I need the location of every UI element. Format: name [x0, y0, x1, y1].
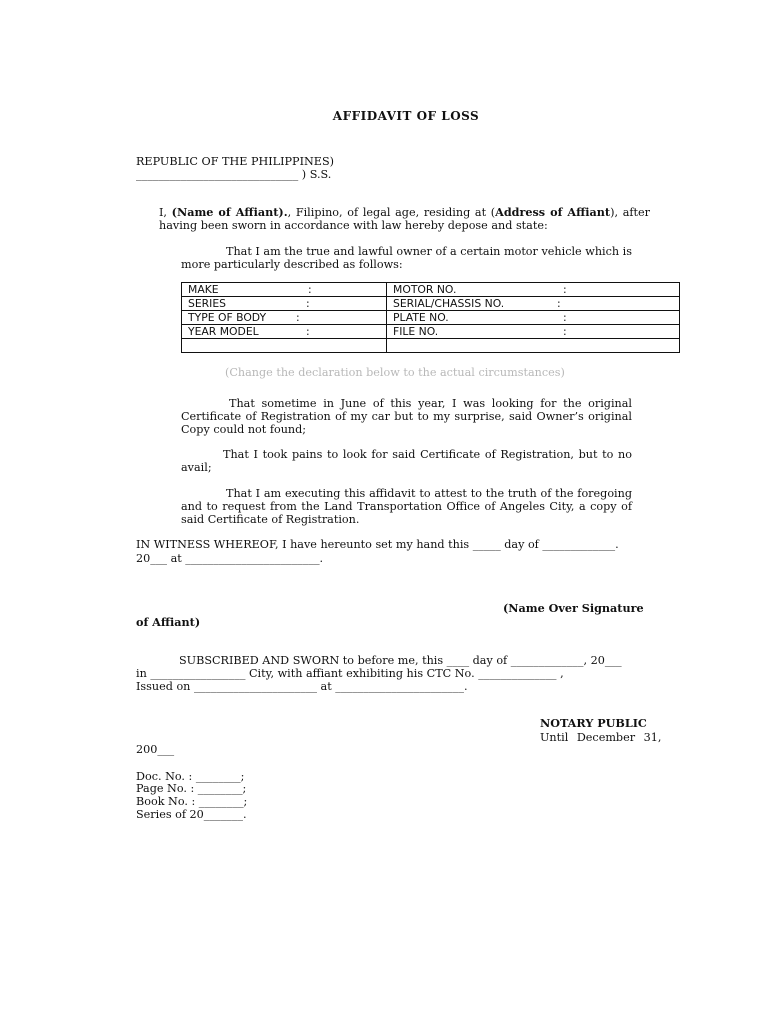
motor-no-label: MOTOR NO.: [393, 282, 457, 296]
table-row: [182, 339, 680, 353]
colon-separator: :: [563, 310, 567, 324]
page-number-line: Page No. : ________;: [136, 782, 247, 795]
colon-separator: :: [557, 296, 561, 310]
colon-separator: :: [306, 296, 310, 310]
table-cell: [182, 283, 387, 297]
type-of-body-label: TYPE OF BODY: [188, 310, 267, 324]
affiant-address-placeholder: Address of Affiant: [495, 205, 611, 219]
venue-line-1: REPUBLIC OF THE PHILIPPINES): [136, 155, 334, 168]
doc-number-line: Doc. No. : ________;: [136, 770, 245, 783]
signature-label-line-1: (Name Over Signature: [503, 601, 644, 615]
intro-paragraph: [159, 206, 650, 232]
notary-public-title: NOTARY PUBLIC: [540, 716, 647, 730]
colon-separator: :: [306, 324, 310, 338]
venue-line-2: _____________________________ ) S.S.: [136, 168, 332, 181]
paragraph-executing: That I am executing this affidavit to attest to the truth of the foregoing and to request from the Land Transportation Office of Angeles City, a copy of said Certificate of Registration.: [181, 487, 632, 526]
declaration-hint: (Change the declaration below to the actual circumstances): [225, 366, 565, 379]
vehicle-details-table: [181, 282, 680, 353]
serial-chassis-no-label: SERIAL/CHASSIS NO.: [393, 296, 505, 310]
subscribed-line-1: SUBSCRIBED AND SWORN to before me, this ____ day of _____________, 20___: [179, 654, 622, 667]
document-title: AFFIDAVIT OF LOSS: [332, 109, 480, 123]
table-cell: [182, 339, 387, 353]
witness-line-1: IN WITNESS WHEREOF, I have hereunto set my hand this _____ day of _____________.: [136, 538, 619, 551]
subscribed-line-2: in _________________ City, with affiant exhibiting his CTC No. ______________ ,: [136, 667, 564, 680]
table-cell: [182, 297, 387, 311]
table-cell: [387, 325, 680, 339]
file-no-label: FILE NO.: [393, 324, 439, 338]
colon-separator: :: [296, 310, 300, 324]
make-label: MAKE: [188, 282, 219, 296]
paragraph-sometime: That sometime in June of this year, I was looking for the original Certificate of Registration of my car but to my surprise, said Owner’s original Copy could not found;: [181, 397, 632, 436]
colon-separator: :: [563, 324, 567, 338]
table-cell: [182, 325, 387, 339]
year-model-label: YEAR MODEL: [188, 324, 259, 338]
notary-commission-until: Until December 31,: [540, 731, 662, 744]
table-row: [182, 325, 680, 339]
book-number-line: Book No. : ________;: [136, 795, 248, 808]
series-label: SERIES: [188, 296, 227, 310]
table-row: [182, 311, 680, 325]
table-row: [182, 297, 680, 311]
colon-separator: :: [308, 282, 312, 296]
table-row: [182, 283, 680, 297]
witness-line-2: 20___ at ________________________.: [136, 552, 324, 565]
table-cell: [387, 339, 680, 353]
intro-suffix: ), after having been sworn in accordance with law hereby depose and state:: [159, 206, 650, 232]
table-cell: [387, 283, 680, 297]
table-cell: [182, 311, 387, 325]
intro-prefix: I,: [159, 206, 172, 219]
ownership-paragraph: That I am the true and lawful owner of a certain motor vehicle which is more particularly described as follows:: [181, 245, 632, 271]
table-cell: [387, 297, 680, 311]
series-line: Series of 20_______.: [136, 808, 247, 821]
paragraph-took-pains: That I took pains to look for said Certificate of Registration, but to no avail;: [181, 448, 632, 474]
affiant-name-placeholder: (Name of Affiant).: [171, 205, 288, 219]
subscribed-line-3: Issued on ______________________ at _______________________.: [136, 680, 468, 693]
intro-mid: , Filipino, of legal age, residing at (: [287, 206, 496, 219]
colon-separator: :: [563, 282, 567, 296]
notary-commission-year: 200___: [136, 743, 175, 756]
signature-label-line-2: of Affiant): [136, 615, 201, 629]
table-cell: [387, 311, 680, 325]
plate-no-label: PLATE NO.: [393, 310, 449, 324]
